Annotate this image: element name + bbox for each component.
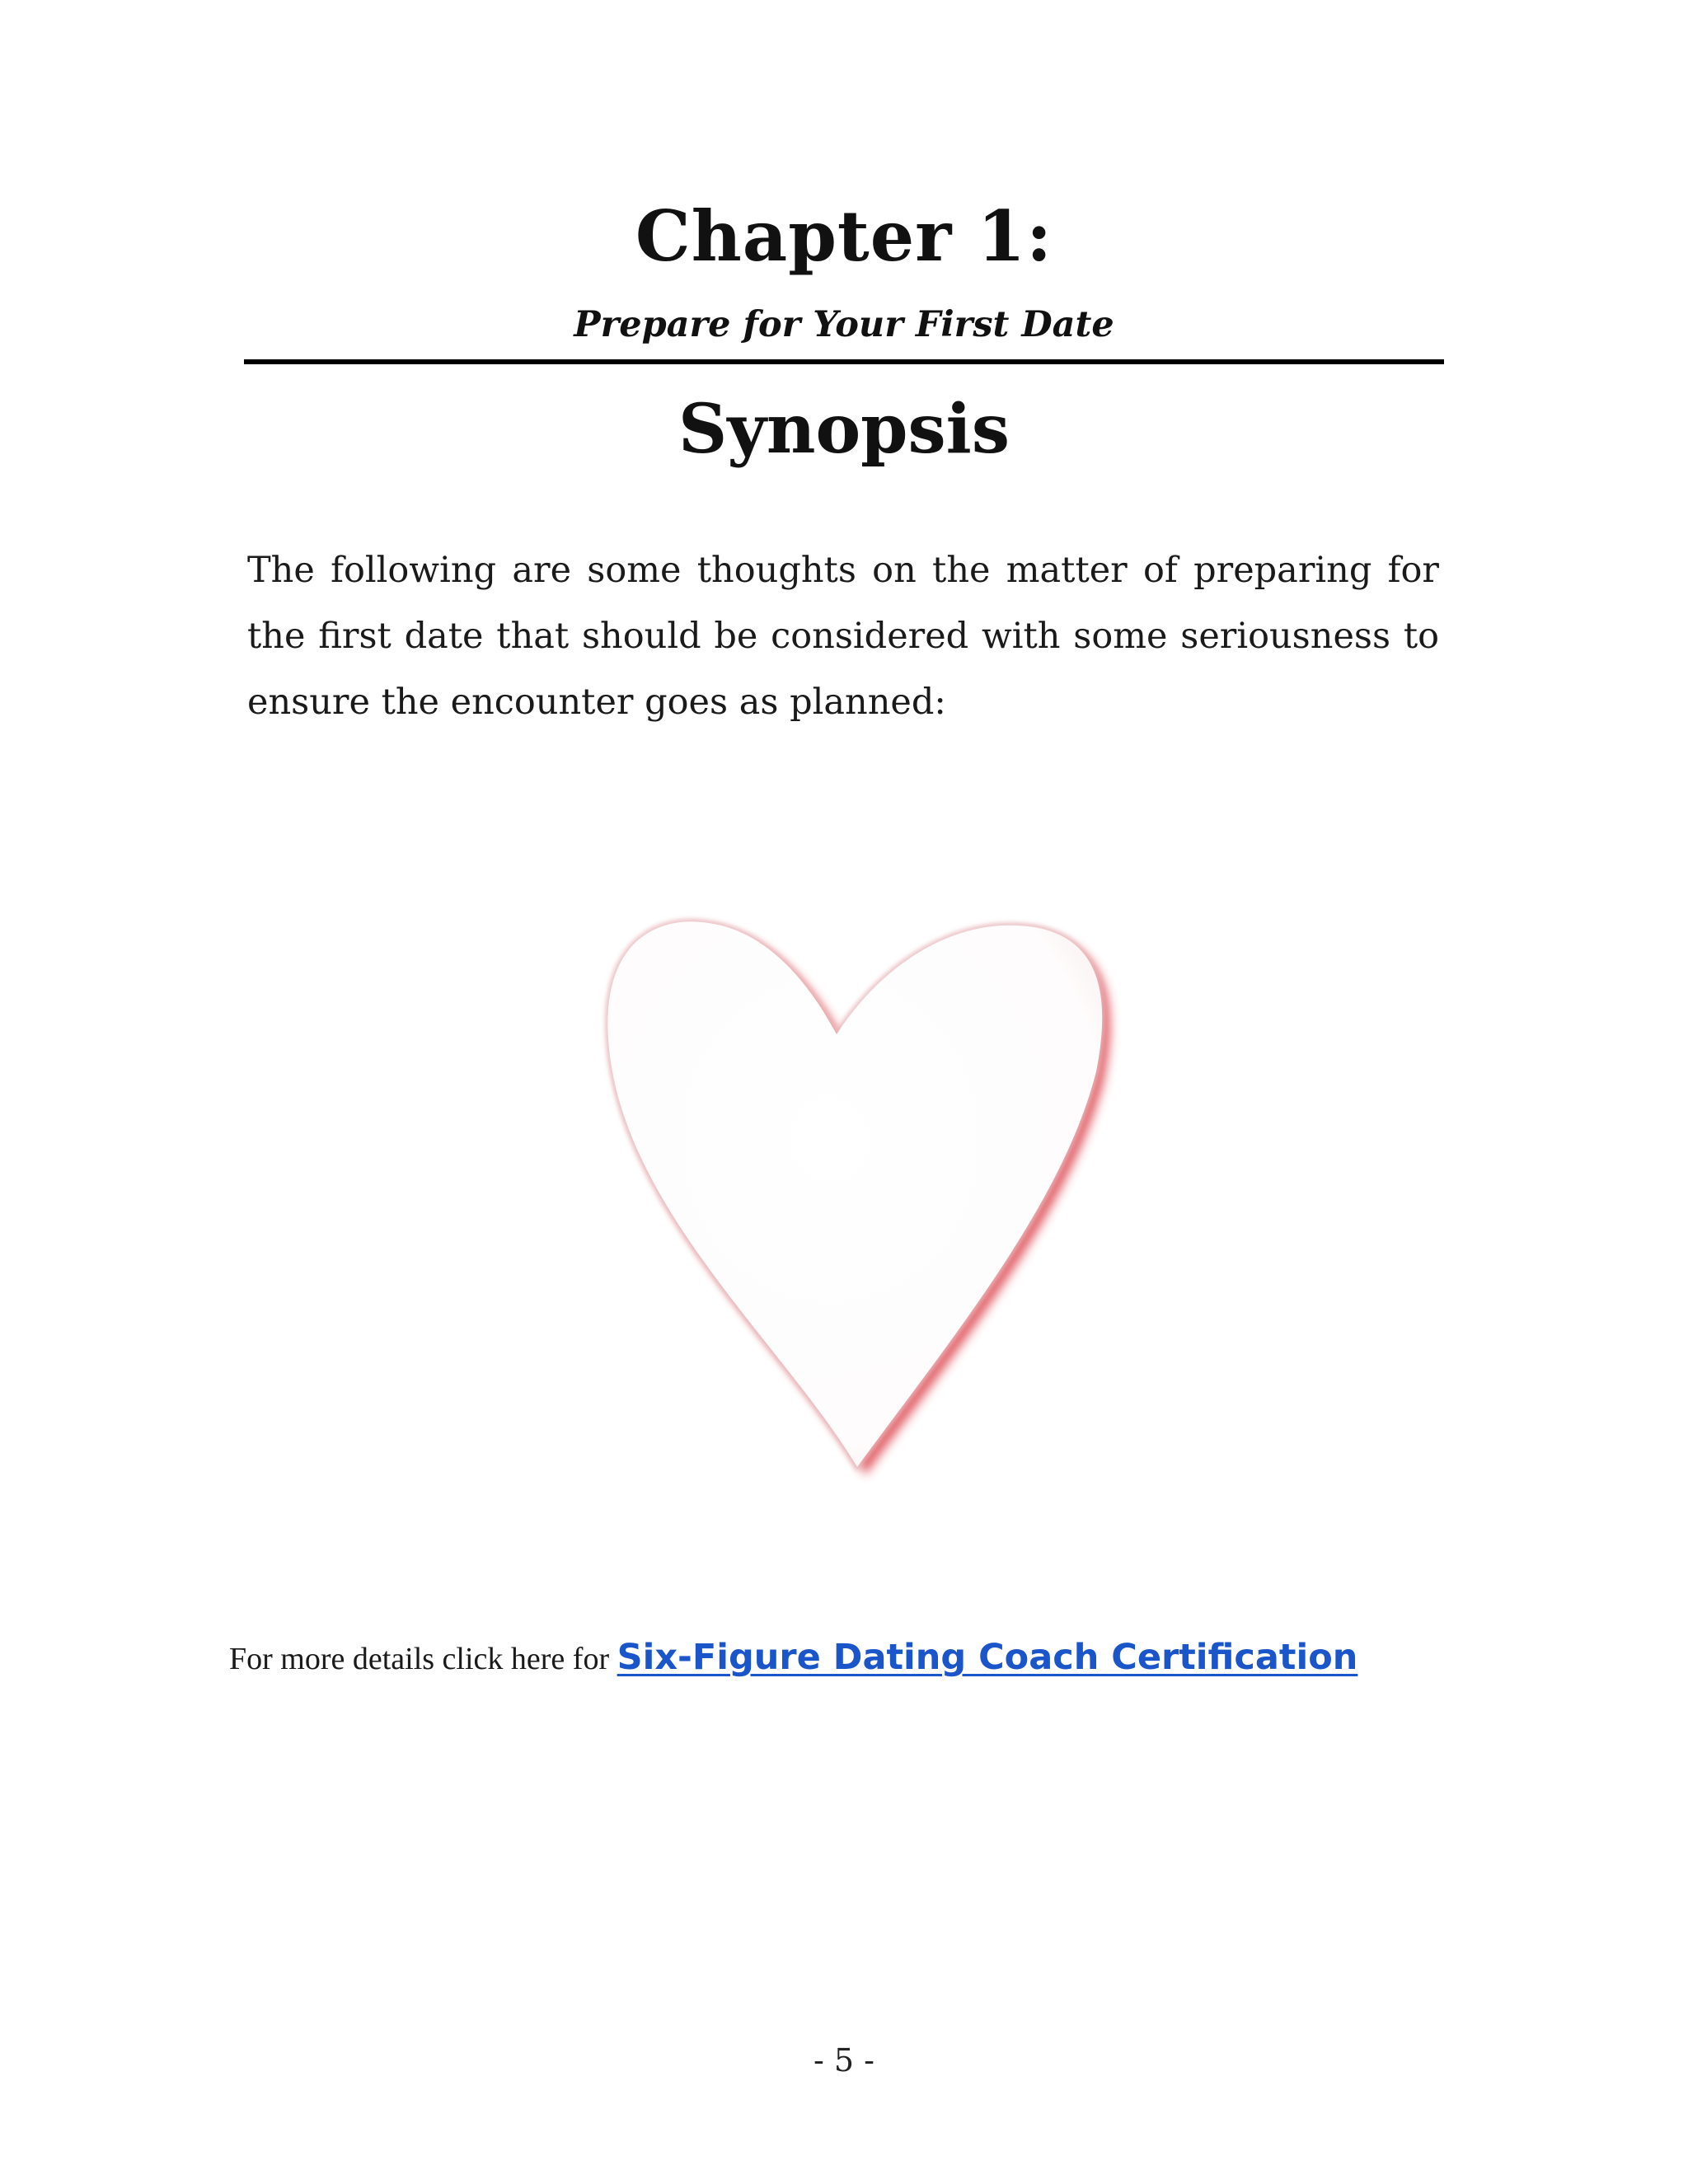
chapter-subtitle: Prepare for Your First Date [574, 304, 1114, 345]
section-heading: Synopsis [678, 390, 1010, 469]
heart-body [607, 921, 1102, 1467]
chapter-title: Chapter 1: [635, 195, 1053, 277]
heart-illustration [569, 816, 1311, 1525]
certification-link[interactable]: Six-Figure Dating Coach Certification [617, 1637, 1358, 1678]
page-number: - 5 - [813, 2042, 874, 2079]
details-line [229, 1629, 1357, 1688]
details-prefix: For more details click here for [229, 1642, 617, 1676]
heart-icon [569, 816, 1311, 1525]
title-divider [244, 359, 1444, 364]
synopsis-paragraph: The following are some thoughts on the matter of preparing for the first date that should be considered with some seriousness to ensure the encounter goes as planned: [247, 550, 1439, 723]
